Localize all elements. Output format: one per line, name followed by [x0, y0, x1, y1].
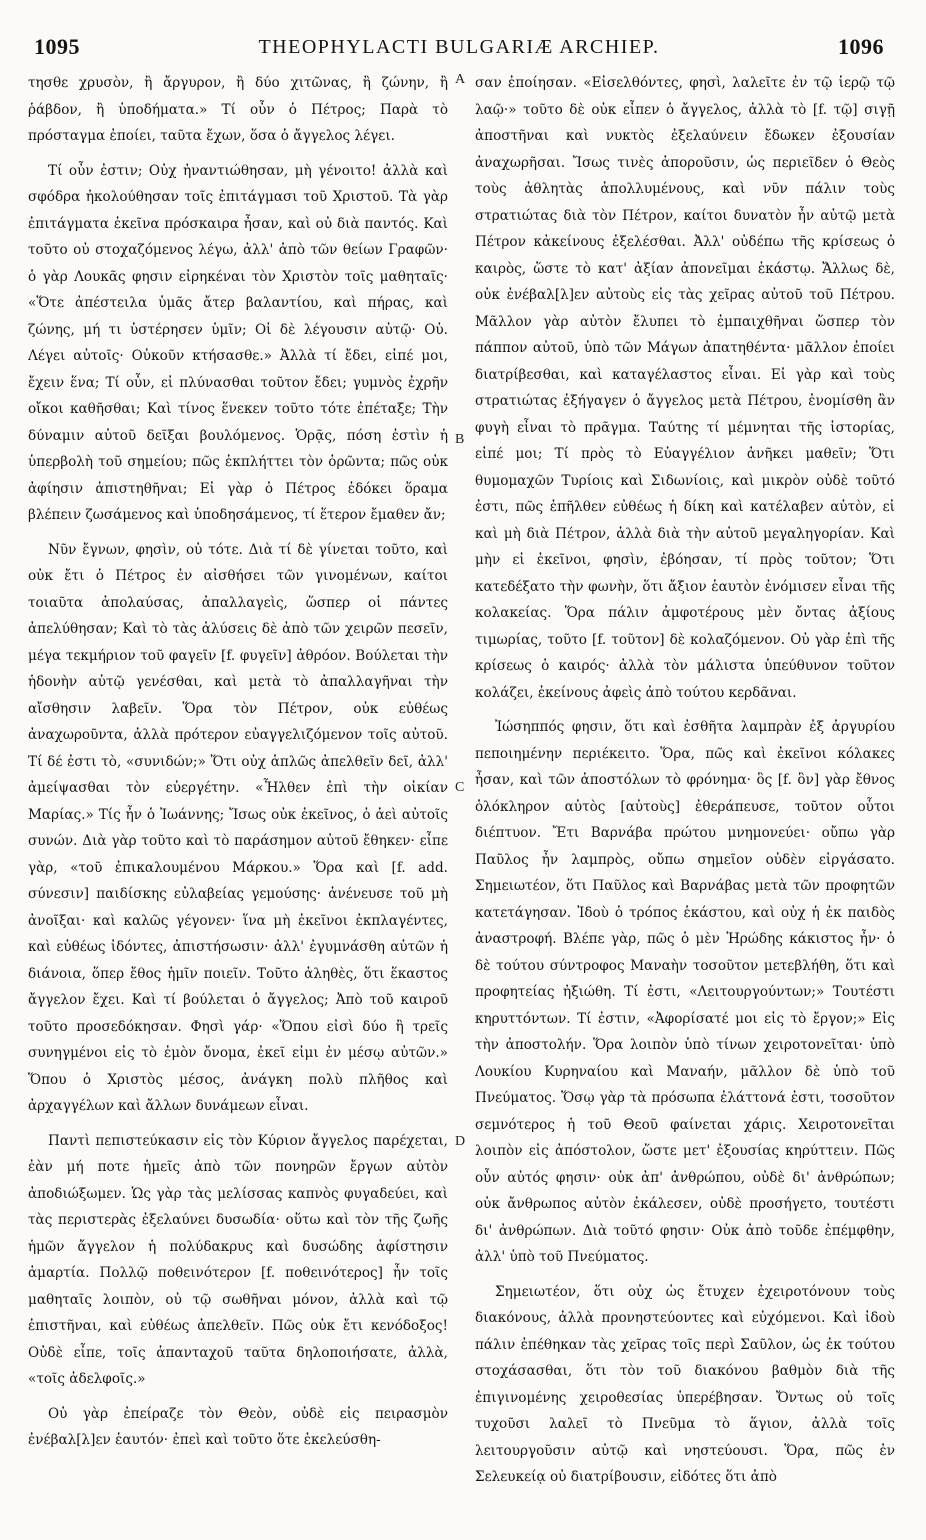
section-marker-c: C — [455, 780, 465, 795]
left-paragraph-1: τησθε χρυσὸν, ἢ ἄργυρον, ἢ δύο χιτῶνας, ἢ ζώνην, ἢ ῥάβδον, ἢ ὑποδήματα.» Τί οὖν ὁ Πέτρος; Παρὰ τὸ πρόσταγμα ἐποίει, ταῦτα ἔχων, ὅσα ὁ ἄγγελος λέγει. — [28, 75, 448, 144]
right-paragraph-2: Ἰώσηππός φησιν, ὅτι καὶ ἐσθῆτα λαμπρὰν ἐξ ἀργυρίου πεποιημένην περιέκειτο. Ὅρα, πῶς καὶ ἐκεῖνοι κόλακες ἦσαν, καὶ τῶν ἀποστόλων τὸ φρόνημα· ὃς [f. ὃν] γὰρ ἔθνος ὁλόκληρον αὐτὸς [αὐτοὺς] ἐθεράπευσε, τοῦτον οὗτοι διέπτυον. Ἔτι Βαρνάβα πρώτου μνημονεύει· οὔπω γὰρ Παῦλος ἦν λαμπρὸς, οὔπω σημεῖον οὐδὲν εἰργάσατο. Σημειωτέον, ὅτι Παῦλος καὶ Βαρνάβας μετὰ τῶν προφητῶν κατετάγησαν. Ἰδοὺ ὁ τρόπος ἑκάστου, καὶ οὐχ ἡ ἐκ παιδὸς ἀναστροφή. Βλέπε γὰρ, πῶς ὁ μὲν Ἡρώδης κάκιστος ἦν· ὁ δὲ τούτου σύντροφος Μαναὴν τοσοῦτον μετεβλήθη, ὅτι καὶ προφητείας ἠξιώθη. Τί ἐστι, «Λειτουργούντων;» Τουτέστι κηρυττόντων. Τί ἐστιν, «Ἀφορίσατέ μοι εἰς τὸ ἔργον;» Εἰς τὴν ἀποστολήν. Ὅρα λοιπὸν ὑπὸ τίνων χειροτονεῖται· ὑπὸ Λουκίου Κυρηναίου καὶ Μαναήν, μᾶλλον δὲ ὑπὸ τοῦ Πνεύματος. Ὅσῳ γὰρ τὰ πρόσωπα ἐλάττονά ἐστι, τοσοῦτον σεμνότερος ἡ τοῦ Θεοῦ φαίνεται χάρις. Χειροτονεῖται λοιπὸν εἰς ἀπόστολον, ὥστε μετ' ἐξουσίας κηρύττειν. Πῶς οὖν αὐτός φησιν· οὐκ ἀπ' ἀνθρώπου, οὐδὲ δι' ἀνθρώπων; οὐκ ἄνθρωπος αὐτὸν ἐκάλεσεν, οὐδὲ προσήγετο, τουτέστι δι' ἀνθρώπων. Διὰ τοῦτό φησιν· Οὐκ ἀπὸ τοῦδε ἐπέμφθην, ἀλλ' ὑπὸ τοῦ Πνεύματος. — [475, 719, 895, 1265]
running-title: THEOPHYLACTI BULGARIÆ ARCHIEP. — [258, 36, 660, 58]
right-column — [475, 70, 895, 1510]
section-marker-d: D — [455, 1134, 466, 1149]
left-paragraph-5: Οὐ γὰρ ἐπείραζε τὸν Θεὸν, οὐδὲ εἰς πειρασμὸν ἐνέβαλ[λ]εν ἑαυτόν· ἐπεὶ καὶ τοῦτο ὅτε ἐκελεύσθη- — [28, 1405, 448, 1448]
left-paragraph-3: Νῦν ἔγνων, φησὶν, οὐ τότε. Διὰ τί δὲ γίνεται τοῦτο, καὶ οὐκ ἔτι ὁ Πέτρος ἐν αἰσθήσει τῶν γινομένων, καίτοι τοιαῦτα ἀπολαύσας, ἀπαλλαγεὶς, ὥσπερ οἱ πάντες ἀπελύθησαν; Καὶ τὸ τὰς ἁλύσεις δὲ ἀπὸ τῶν χειρῶν πεσεῖν, μέγα τεκμήριον τοῦ φαγεῖν [f. φυγεῖν] ἀθρόον. Βούλεται τὴν ἡδονὴν αὐτῷ γενέσθαι, καὶ μετὰ τὸ ἀπαλλαγῆναι τὴν αἴσθησιν λαβεῖν. Ὅρα τὸν Πέτρον, οὐκ εὐθέως ἀναχωροῦντα, ἀλλὰ πρότερον εὐαγγελιζόμενον τοῖς αὐτοῦ. Τί δέ ἐστι τὸ, «συνιδών;» Ὅτι οὐχ ἁπλῶς ἀπελθεῖν δεῖ, ἀλλ' ἀμείψασθαι τὸν εὐεργέτην. «Ἦλθεν ἐπὶ τὴν οἰκίαν Μαρίας.» Τίς ἦν ὁ Ἰωάννης; Ἴσως οὐκ ἐκεῖνος, ὁ ἀεὶ αὐτοῖς συνών. Διὰ γὰρ τοῦτο καὶ τὸ παράσημον αὐτοῦ ἔθηκεν· εἶπε γὰρ, «τοῦ ἐπικαλουμένου Μάρκου.» Ὅρα καὶ [f. add. σύνεσιν] παιδίσκης εὐλαβείας γεμούσης· ἀνένευσε τοῦ μὴ ἀνοῖξαι· καὶ καλῶς γέγονεν· ἵνα μὴ ἐκεῖνοι ἐκπλαγέντες, καὶ εὐθέως ἰδόντες, ἀπιστήσωσιν· ἀλλ' ἐγυμνάσθη αὐτῶν ἡ διάνοια, ὅπερ ἔθος ἡμῖν ποιεῖν. Τοῦτο ἀληθὲς, ὅτι ἕκαστος ἄγγελον ἔχει. Καὶ τί βούλεται ὁ ἄγγελος; Ἀπὸ τοῦ καιροῦ τοῦτο προσεδόκησαν. Φησὶ γάρ· «Ὅπου εἰσὶ δύο ἢ τρεῖς συνηγμένοι εἰς τὸ ἐμὸν ὄνομα, ἐκεῖ εἰμι ἐν μέσῳ αὐτῶν.» Ὅπου ὁ Χριστὸς μέσος, ἀνάγκη πολὺ πλῆθος καὶ ἀρχαγγέλων καὶ ἄλλων δυνάμεων εἶναι. — [28, 541, 448, 1114]
section-marker-a: A — [455, 72, 466, 87]
page-number-left: 1095 — [34, 34, 80, 59]
right-paragraph-3: Σημειωτέον, ὅτι οὐχ ὡς ἔτυχεν ἐχειροτόνουν τοὺς διακόνους, ἀλλὰ προνηστεύοντες καὶ εὐχόμενοι. Καὶ ἰδοὺ πάλιν ἐπέθηκαν τὰς χεῖρας τοῖς περὶ Σαῦλον, ὡς ἐκ τούτου στοχάσασθαι, ὅτι τὸν τοῦ διακόνου βαθμὸν διὰ τῆς ἐπιγινομένης χειροθεσίας ὑπερέβησαν. Ὄντως οὐ τοῖς τυχοῦσι λαλεῖ τὸ Πνεῦμα τὸ ἅγιον, ἀλλὰ τοῖς λειτουργοῦσιν αὐτῷ καὶ νηστεύουσι. Ὅρα, πῶς ἐν Σελευκείᾳ οὐ διατρίβουσιν, εἰδότες ὅτι ἀπὸ — [475, 1283, 895, 1485]
page-number-right: 1096 — [838, 34, 884, 59]
left-paragraph-2: Τί οὖν ἐστιν; Οὐχ ἠναντιώθησαν, μὴ γένοιτο! ἀλλὰ καὶ σφόδρα ἠκολούθησαν τοῖς ἐπιτάγμασι τοῦ Χριστοῦ. Τὰ γὰρ ἐπιτάγματα ἐκεῖνα πρόσκαιρα ἦσαν, καὶ οὐ διὰ παντός. Καὶ τοῦτο οὐ στοχαζόμενος λέγω, ἀλλ' ἀπὸ τῶν θείων Γραφῶν· ὁ γὰρ Λουκᾶς φησιν εἰρηκέναι τὸν Χριστὸν τοῖς μαθηταῖς· «Ὅτε ἀπέστειλα ὑμᾶς ἄτερ βαλαντίου, καὶ πήρας, καὶ ζώνης, μή τι ὑστέρησεν ὑμῖν; Οἱ δὲ λέγουσιν αὐτῷ· Οὐ. Λέγει αὐτοῖς· Οὐκοῦν κτήσασθε.» Ἀλλὰ τί ἔδει, εἰπέ μοι, ἔχειν ἕνα; Τί οὖν, εἰ πλύνασθαι τοῦτον ἔδει; γυμνὸς ἐχρῆν οἴκοι καθῆσθαι; Καὶ τίνος ἕνεκεν τοῦτο τότε ἐπέταξε; Τὴν δύναμιν αὐτοῦ δεῖξαι βουλόμενος. Ὁρᾷς, πόση ἐστὶν ἡ ὑπερβολὴ τοῦ σημείου; πῶς ἐκπλήττει τὸν ὁρῶντα; πῶς οὐκ ἀφίησιν ἀπιστηθῆναι; Εἰ γὰρ ὁ Πέτρος ἐδόκει ὅραμα βλέπειν ζωσάμενος καὶ ὑποδησάμενος, τί ἕτερον ἔμαθεν ἄν; — [28, 162, 448, 523]
page-header — [34, 34, 884, 62]
left-column — [28, 70, 448, 1510]
left-paragraph-4: Παντὶ πεπιστεύκασιν εἰς τὸν Κύριον ἄγγελος παρέχεται, ἐὰν μή ποτε ἡμεῖς ἀπὸ τῶν πονηρῶν ἔργων αὐτὸν ἀποδιώξωμεν. Ὡς γὰρ τὰς μελίσσας καπνὸς φυγαδεύει, καὶ τὰς περιστερὰς ἐξελαύνει δυσωδία· οὕτω καὶ τὸν τῆς ζωῆς ἡμῶν ἄγγελον ἡ πολύδακρυς καὶ δυσώδης ἀφίστησιν ἁμαρτία. Πολλῷ ποθεινότερον [f. ποθεινότερος] ἦν τοῖς μαθηταῖς λοιπὸν, οὐ τῷ σωθῆναι μόνον, ἀλλὰ καὶ τῷ ἐπιστῆναι, καὶ εὐθέως ἀπελθεῖν. Πῶς οὐκ ἔτι κενόδοξος! Οὐδὲ εἶπε, τοῖς ἁπανταχοῦ ταῦτα δηλοποιήσατε, ἀλλὰ, «τοῖς ἀδελφοῖς.» — [28, 1132, 448, 1387]
right-paragraph-1: σαν ἐποίησαν. «Εἰσελθόντες, φησὶ, λαλεῖτε ἐν τῷ ἱερῷ τῷ λαῷ·» τοῦτο δὲ οὐκ εἶπεν ὁ ἄγγελος, ἀλλὰ τὸ [f. τῷ] σιγῇ ἀποστῆναι καὶ νυκτὸς ἐξελαύνειν ἔδωκεν ἐξουσίαν ἀναχωρῆσαι. Ἴσως τινὲς ἀποροῦσιν, ὡς περιεῖδεν ὁ Θεὸς τοὺς ἀθλητὰς ἀπολλυμένους, καὶ νῦν πάλιν τοὺς στρατιώτας διὰ τὸν Πέτρον, καίτοι δυνατὸν ἦν αὐτῷ μετὰ Πέτρον κἀκείνους ἐξελέσθαι. Ἀλλ' οὐδέπω τῆς κρίσεως ὁ καιρὸς, ὥστε τὸ κατ' ἀξίαν ἀπονεῖμαι ἑκάστῳ. Ἄλλως δὲ, οὐκ ἐνέβαλ[λ]εν αὐτοὺς εἰς τὰς χεῖρας αὐτοῦ τοῦ Πέτρου. Μᾶλλον γὰρ αὐτὸν ἔλυπει τὸ ἐμπαιχθῆναι ὥσπερ τὸν πάππον αὐτοῦ, ὑπὸ τῶν Μάγων ἀπατηθέντα· μᾶλλον ἐποίει διατρίβεσθαι, καὶ καταγέλαστος εἶναι. Εἰ γὰρ καὶ τοὺς στρατιώτας ἐξήγαγεν ὁ ἄγγελος μετὰ Πέτρου, ἐνομίσθη ἂν φυγὴ εἶναι τὸ πρᾶγμα. Ταύτης τί μέμνηται τῆς ἱστορίας, εἰπέ μοι; Τί πρὸς τὸ Εὐαγγέλιον ἀνῆκει μαθεῖν; Ὅτι θυμομαχῶν Τυρίοις καὶ Σιδωνίοις, καὶ μικρὸν οὐδὲ τοῦτό ἐστι, πῶς ἐπῆλθεν εὐθέως ἡ δίκη καὶ κατέλαβεν αὐτὸν, εἰ καὶ μὴ διὰ Πέτρον, ἀλλὰ διὰ τὴν αὐτοῦ μεγαληγορίαν. Καὶ μὴν εἰ ἐκεῖνοι, φησὶν, ἐβόησαν, τί πρὸς τοῦτον; Ὅτι κατεδέξατο τὴν φωνὴν, ὅτι ἄξιον ἑαυτὸν ἐνόμισεν εἶναι τῆς κολακείας. Ὅρα πάλιν ἀμφοτέρους μὲν ὄντας ἀξίους τιμωρίας, τοῦτο [f. τοῦτον] δὲ κολαζόμενον. Οὐ γὰρ ἐπὶ τῆς κρίσεως ὁ καιρός· ἀλλὰ τὸν μάλιστα ὑπεύθυνον τοῦτον κολάζει, ἐκείνους ἀφεὶς ἀπὸ τούτου κερδᾶναι. — [475, 75, 895, 701]
section-marker-b: B — [455, 432, 465, 447]
